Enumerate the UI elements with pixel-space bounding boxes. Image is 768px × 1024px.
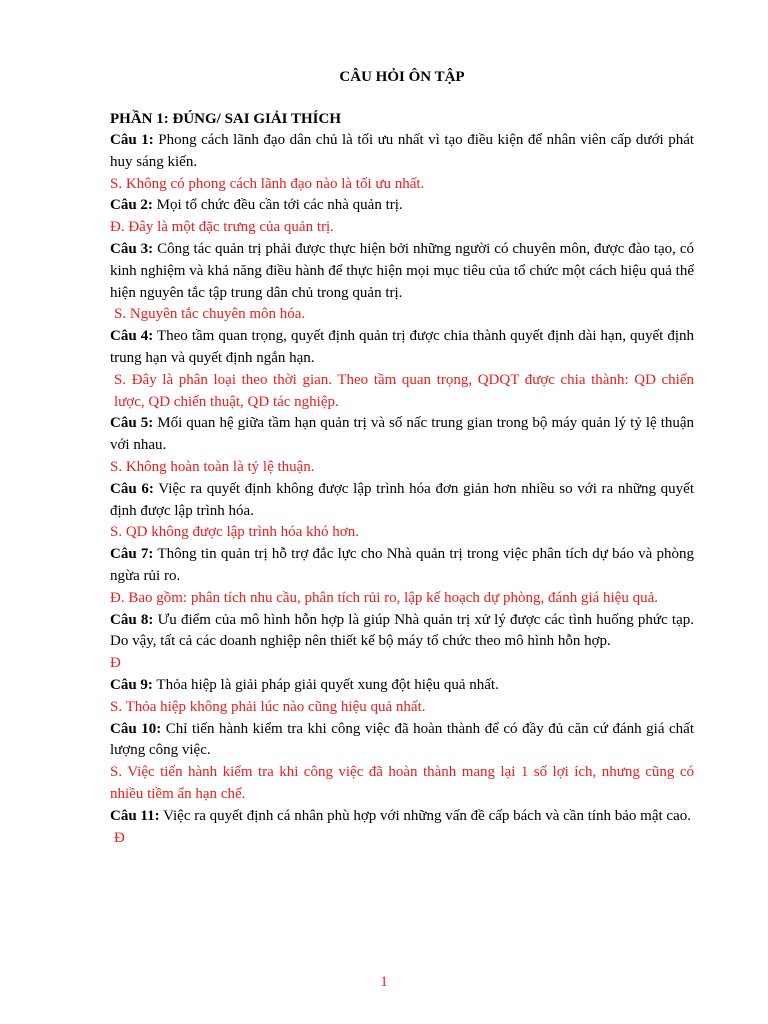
question-label: Câu 1: — [110, 132, 154, 148]
answer-4: S. Đây là phân loại theo thời gian. Theo tầm quan trọng, QDQT được chia thành: QD chiến lược, QD chiến thuật, QD tác nghiệp. — [114, 371, 694, 410]
answer-2: Đ. Đây là một đặc trưng của quản trị. — [110, 219, 334, 236]
answer-11: Đ — [114, 829, 125, 846]
answer-5: S. Không hoàn toàn là tỷ lệ thuận. — [110, 458, 315, 475]
question-label: Câu 6: — [110, 480, 154, 497]
question-text: Chỉ tiến hành kiểm tra khi công việc đã hoàn thành để có đầy đủ căn cứ đánh giá chất lượng công việc. — [110, 720, 694, 759]
question-text: Ưu điểm của mô hình hỗn hợp là giúp Nhà quản trị xử lý được các tình huống phức tạp. Do vậy, tất cả các doanh nghiệp nên thiết kế bộ máy tổ chức theo mô hình hỗn hợp. — [110, 611, 695, 650]
question-label: Câu 3: — [110, 240, 154, 257]
question-1 — [110, 130, 694, 174]
question-label: Câu 4: — [110, 328, 154, 345]
answer-8: Đ — [110, 655, 121, 672]
question-8 — [110, 610, 694, 654]
question-7 — [110, 544, 694, 588]
question-text: Công tác quản trị phải được thực hiện bởi những người có chuyên môn, được đào tạo, có kinh nghiệm và khả năng điều hành để thực hiện mọi mục tiêu của tổ chức một cách hiệu quả thể hiện nguyên tắc tập trung dân chủ trong quản trị. — [110, 240, 695, 301]
question-6 — [110, 479, 694, 523]
question-3 — [110, 239, 694, 304]
question-2 — [110, 195, 694, 217]
question-text: Mọi tổ chức đều cần tới các nhà quản trị. — [156, 197, 403, 214]
question-text: Mối quan hệ giữa tầm hạn quản trị và số nấc trung gian trong bộ máy quản lý tỷ lệ thuận với nhau. — [110, 415, 695, 454]
answer-1: S. Không có phong cách lãnh đạo nào là tối ưu nhất. — [110, 175, 425, 192]
section-title: PHẦN 1: ĐÚNG/ SAI GIẢI THÍCH — [110, 111, 341, 127]
question-label: Câu 9: — [110, 676, 153, 693]
question-label: Câu 7: — [110, 546, 154, 563]
page-number: 1 — [380, 974, 388, 990]
answer-3: S. Nguyên tắc chuyên môn hóa. — [114, 306, 306, 323]
question-label: Câu 8: — [110, 611, 154, 628]
question-label: Câu 11: — [110, 807, 160, 824]
answer-9: S. Thỏa hiệp không phải lúc nào cũng hiệu quả nhất. — [110, 698, 426, 715]
question-10 — [110, 719, 694, 763]
question-11 — [110, 806, 694, 828]
question-text: Phong cách lãnh đạo dân chủ là tối ưu nhất vì tạo điều kiện để nhân viên cấp dưới phát huy sáng kiến. — [110, 132, 695, 170]
question-5 — [110, 413, 694, 457]
question-text: Thỏa hiệp là giải pháp giải quyết xung đột hiệu quả nhất. — [156, 676, 499, 693]
question-9 — [110, 675, 694, 697]
question-4 — [110, 326, 694, 370]
question-label: Câu 5: — [110, 415, 154, 432]
question-text: Việc ra quyết định cá nhân phù hợp với những vấn đề cấp bách và cần tính bảo mật cao. — [163, 807, 691, 824]
question-text: Thông tin quản trị hỗ trợ đắc lực cho Nhà quản trị trong việc phân tích dự báo và phòng ngừa rủi ro. — [110, 546, 694, 584]
answer-7: Đ. Bao gồm: phân tích nhu cầu, phân tích rủi ro, lập kế hoạch dự phòng, đánh giá hiệu quả. — [110, 589, 658, 606]
question-text: Theo tầm quan trọng, quyết định quản trị được chia thành quyết định dài hạn, quyết định trung hạn và quyết định ngắn hạn. — [110, 328, 694, 366]
answer-6: S. QD không được lập trình hóa khó hơn. — [110, 524, 359, 541]
question-text: Việc ra quyết định không được lập trình hóa đơn giản hơn nhiều so với ra những quyết định được lập trình hóa. — [110, 480, 695, 519]
question-label: Câu 10: — [110, 720, 162, 737]
question-label: Câu 2: — [110, 197, 153, 214]
answer-10: S. Việc tiến hành kiểm tra khi công việc đã hoàn thành mang lại 1 số lợi ích, nhưng cũng có nhiều tiềm ẩn hạn chế. — [110, 764, 694, 802]
document-title: CÂU HỎI ÔN TẬP — [339, 69, 465, 85]
